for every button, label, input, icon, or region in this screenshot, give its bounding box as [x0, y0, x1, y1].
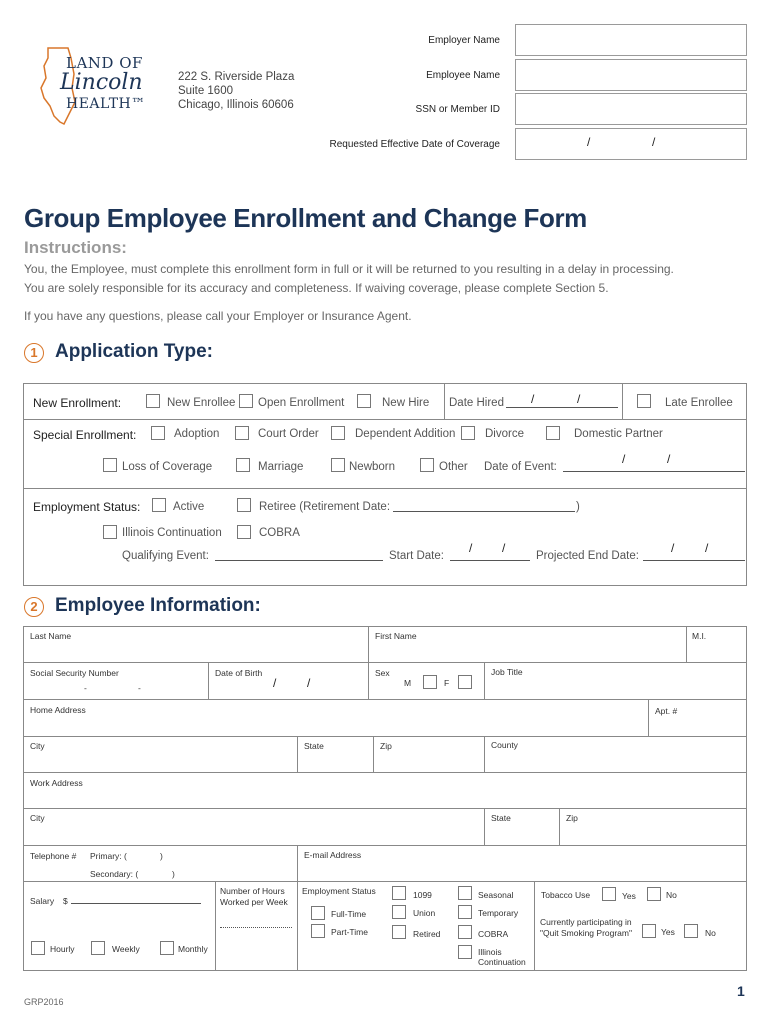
secondary-phone-label: Secondary: ( — [90, 869, 139, 879]
page-number: 1 — [737, 983, 745, 999]
other-label: Other — [439, 461, 468, 473]
sex-label: Sex — [375, 668, 390, 678]
quit-yes-checkbox[interactable] — [642, 924, 656, 938]
retiree-label: Retiree (Retirement Date: — [259, 501, 391, 513]
primary-phone-label: Primary: ( — [90, 851, 127, 861]
work-zip-label: Zip — [566, 813, 578, 823]
salary-dollar: $ — [63, 896, 68, 906]
quit-label-line2: "Quit Smoking Program" — [540, 928, 633, 938]
divider — [484, 662, 485, 699]
divider — [484, 808, 485, 845]
section2-title: Employee Information: — [55, 595, 261, 616]
divider — [559, 808, 560, 845]
date-hired-field[interactable] — [506, 407, 618, 408]
retiree-checkbox[interactable] — [237, 498, 251, 512]
divider — [648, 699, 649, 736]
date-slash: / — [667, 452, 671, 466]
telephone-label: Telephone # — [30, 851, 77, 861]
retirement-date-field[interactable] — [393, 511, 575, 512]
divider — [484, 736, 485, 772]
secondary-phone-paren: ) — [172, 869, 175, 879]
ssn-label: Social Security Number — [30, 668, 119, 678]
instructions-heading: Instructions: — [24, 238, 127, 257]
start-date-field[interactable] — [450, 560, 530, 561]
divorce-checkbox[interactable] — [461, 426, 475, 440]
weekly-checkbox[interactable] — [91, 941, 105, 955]
cobra-checkbox[interactable] — [237, 525, 251, 539]
illinois-label-line1: Illinois — [478, 947, 502, 957]
tobacco-yes-checkbox[interactable] — [602, 887, 616, 901]
new-hire-label: New Hire — [382, 397, 430, 409]
divider — [23, 881, 747, 882]
illinois-continuation-checkbox[interactable] — [103, 525, 117, 539]
cobra-label: COBRA — [259, 527, 300, 539]
hours-label-line2: Worked per Week — [220, 897, 288, 907]
divider — [23, 845, 747, 846]
status-1099-checkbox[interactable] — [392, 886, 406, 900]
section1-number: 1 — [24, 343, 44, 363]
status-cobra-checkbox[interactable] — [458, 925, 472, 939]
divider — [208, 662, 209, 699]
page-title: Group Employee Enrollment and Change Form — [24, 203, 587, 233]
divider — [297, 845, 298, 881]
salary-field[interactable] — [71, 903, 201, 904]
instructions-p2: You are solely responsible for its accuracy and completeness. If waiving coverage, please complete Section 5. — [24, 281, 609, 295]
status-cobra-label: COBRA — [478, 929, 509, 939]
zip-label: Zip — [380, 741, 392, 751]
date-slash: / — [577, 392, 581, 406]
sex-f-checkbox[interactable] — [458, 675, 472, 689]
work-city-label: City — [30, 813, 45, 823]
projected-end-date-field[interactable] — [643, 560, 745, 561]
tobacco-yes-label: Yes — [622, 891, 636, 901]
date-slash: / — [705, 541, 709, 555]
first-name-label: First Name — [375, 631, 417, 641]
newborn-checkbox[interactable] — [331, 458, 345, 472]
state-label: State — [304, 741, 324, 751]
dependent-addition-label: Dependent Addition — [355, 428, 456, 440]
illinois-continuation-label: Illinois Continuation — [122, 527, 222, 539]
date-slash: / — [531, 392, 535, 406]
court-order-checkbox[interactable] — [235, 426, 249, 440]
date-slash: / — [652, 135, 656, 149]
divider — [686, 626, 687, 662]
date-slash: / — [587, 135, 591, 149]
tobacco-no-checkbox[interactable] — [647, 887, 661, 901]
quit-no-checkbox[interactable] — [684, 924, 698, 938]
apt-label: Apt. # — [655, 706, 678, 716]
qualifying-event-field[interactable] — [215, 560, 383, 561]
quit-no-label: No — [705, 928, 716, 938]
hourly-label: Hourly — [50, 944, 75, 954]
date-hired-label: Date Hired — [449, 397, 504, 409]
logo-line3: HEALTH™ — [66, 96, 146, 112]
full-time-checkbox[interactable] — [311, 906, 325, 920]
divider — [23, 699, 747, 700]
email-label: E-mail Address — [304, 850, 362, 860]
loss-of-coverage-checkbox[interactable] — [103, 458, 117, 472]
divider — [23, 736, 747, 737]
open-enrollment-checkbox[interactable] — [239, 394, 253, 408]
divider — [23, 808, 747, 809]
section1-title: Application Type: — [55, 341, 213, 362]
sex-f-label: F — [444, 678, 450, 688]
new-enrollment-label: New Enrollment: — [33, 396, 122, 410]
union-checkbox[interactable] — [392, 905, 406, 919]
city-label: City — [30, 741, 45, 751]
temporary-checkbox[interactable] — [458, 905, 472, 919]
divider — [622, 383, 623, 419]
divider — [373, 736, 374, 772]
weekly-label: Weekly — [112, 944, 140, 954]
form-code: GRP2016 — [24, 997, 64, 1007]
hours-field[interactable] — [220, 927, 292, 928]
logo-line2: Lincoln — [60, 70, 143, 95]
employer-name-label: Employer Name — [428, 35, 500, 46]
ssn-label: SSN or Member ID — [415, 104, 500, 115]
new-enrollee-label: New Enrollee — [167, 397, 236, 409]
divider — [23, 662, 747, 663]
divider — [368, 662, 369, 699]
marriage-label: Marriage — [258, 461, 304, 473]
effective-date-field[interactable] — [515, 128, 747, 160]
date-slash: / — [622, 452, 626, 466]
adoption-checkbox[interactable] — [151, 426, 165, 440]
late-enrollee-checkbox[interactable] — [637, 394, 651, 408]
employment-status-label: Employment Status: — [33, 500, 141, 514]
address-line2: Suite 1600 — [178, 85, 233, 97]
temporary-label: Temporary — [478, 908, 519, 918]
divorce-label: Divorce — [485, 428, 524, 440]
qualifying-event-label: Qualifying Event: — [122, 550, 209, 562]
start-date-label: Start Date: — [389, 550, 444, 562]
retiree-close-paren: ) — [576, 501, 580, 513]
instructions-p1: You, the Employee, must complete this enrollment form in full or it will be returned to you resulting in a delay in processing. — [24, 262, 674, 276]
salary-label: Salary — [30, 896, 55, 906]
divider — [444, 383, 445, 419]
home-address-label: Home Address — [30, 705, 86, 715]
retired-checkbox[interactable] — [392, 925, 406, 939]
work-state-label: State — [491, 813, 511, 823]
primary-phone-paren: ) — [160, 851, 163, 861]
instructions-p3: If you have any questions, please call your Employer or Insurance Agent. — [24, 309, 412, 323]
divider — [368, 626, 369, 662]
retired-label: Retired — [413, 929, 441, 939]
mi-label: M.I. — [692, 631, 707, 641]
last-name-label: Last Name — [30, 631, 72, 641]
active-label: Active — [173, 501, 205, 513]
marriage-checkbox[interactable] — [236, 458, 250, 472]
quit-label-line1: Currently participating in — [540, 917, 632, 927]
open-enrollment-label: Open Enrollment — [258, 397, 345, 409]
adoption-label: Adoption — [174, 428, 220, 440]
quit-yes-label: Yes — [661, 927, 675, 937]
date-slash: / — [502, 541, 506, 555]
sex-m-checkbox[interactable] — [423, 675, 437, 689]
ssn-dash: - — [138, 683, 141, 693]
divider — [534, 881, 535, 971]
divider — [297, 881, 298, 971]
illinois-label-line2: Continuation — [478, 957, 526, 967]
ssn-dash: - — [84, 683, 87, 693]
date-of-event-field[interactable] — [563, 471, 745, 472]
job-title-label: Job Title — [491, 667, 523, 677]
work-address-label: Work Address — [30, 778, 83, 788]
divider — [297, 736, 298, 772]
address-line1: 222 S. Riverside Plaza — [178, 71, 295, 83]
monthly-checkbox[interactable] — [160, 941, 174, 955]
tobacco-label: Tobacco Use — [541, 890, 591, 900]
employer-name-field[interactable] — [515, 24, 747, 56]
full-time-label: Full-Time — [331, 909, 367, 919]
divider — [23, 488, 747, 489]
divider — [215, 881, 216, 971]
date-slash: / — [273, 676, 277, 690]
divider — [23, 772, 747, 773]
address-line3: Chicago, Illinois 60606 — [178, 99, 294, 111]
company-address — [178, 70, 294, 112]
logo — [38, 44, 158, 128]
newborn-label: Newborn — [349, 461, 396, 473]
logo-line1: LAND OF — [66, 54, 143, 72]
hours-label-line1: Number of Hours — [220, 886, 285, 896]
loss-of-coverage-label: Loss of Coverage — [122, 461, 213, 473]
effective-date-label: Requested Effective Date of Coverage — [329, 139, 500, 150]
date-slash: / — [671, 541, 675, 555]
hourly-checkbox[interactable] — [31, 941, 45, 955]
seasonal-checkbox[interactable] — [458, 886, 472, 900]
date-slash: / — [469, 541, 473, 555]
employee-name-field[interactable] — [515, 59, 747, 91]
employee-name-label: Employee Name — [426, 70, 500, 81]
dob-label: Date of Birth — [215, 668, 263, 678]
domestic-partner-label: Domestic Partner — [574, 428, 663, 440]
monthly-label: Monthly — [178, 944, 208, 954]
projected-end-date-label: Projected End Date: — [536, 550, 639, 562]
divider — [23, 419, 747, 420]
employment-status-heading: Employment Status — [302, 886, 376, 896]
dependent-addition-checkbox[interactable] — [331, 426, 345, 440]
date-of-event-label: Date of Event: — [484, 461, 557, 473]
seasonal-label: Seasonal — [478, 890, 514, 900]
section2-number: 2 — [24, 597, 44, 617]
other-checkbox[interactable] — [420, 458, 434, 472]
sex-m-label: M — [404, 678, 412, 688]
tobacco-no-label: No — [666, 890, 677, 900]
special-enrollment-label: Special Enrollment: — [33, 428, 137, 442]
union-label: Union — [413, 908, 436, 918]
part-time-checkbox[interactable] — [311, 924, 325, 938]
part-time-label: Part-Time — [331, 927, 368, 937]
status-1099-label: 1099 — [413, 890, 432, 900]
active-checkbox[interactable] — [152, 498, 166, 512]
ssn-field[interactable] — [515, 93, 747, 125]
status-illinois-checkbox[interactable] — [458, 945, 472, 959]
date-slash: / — [307, 676, 311, 690]
new-hire-checkbox[interactable] — [357, 394, 371, 408]
late-enrollee-label: Late Enrollee — [665, 397, 733, 409]
new-enrollee-checkbox[interactable] — [146, 394, 160, 408]
court-order-label: Court Order — [258, 428, 319, 440]
county-label: County — [491, 740, 518, 750]
domestic-partner-checkbox[interactable] — [546, 426, 560, 440]
